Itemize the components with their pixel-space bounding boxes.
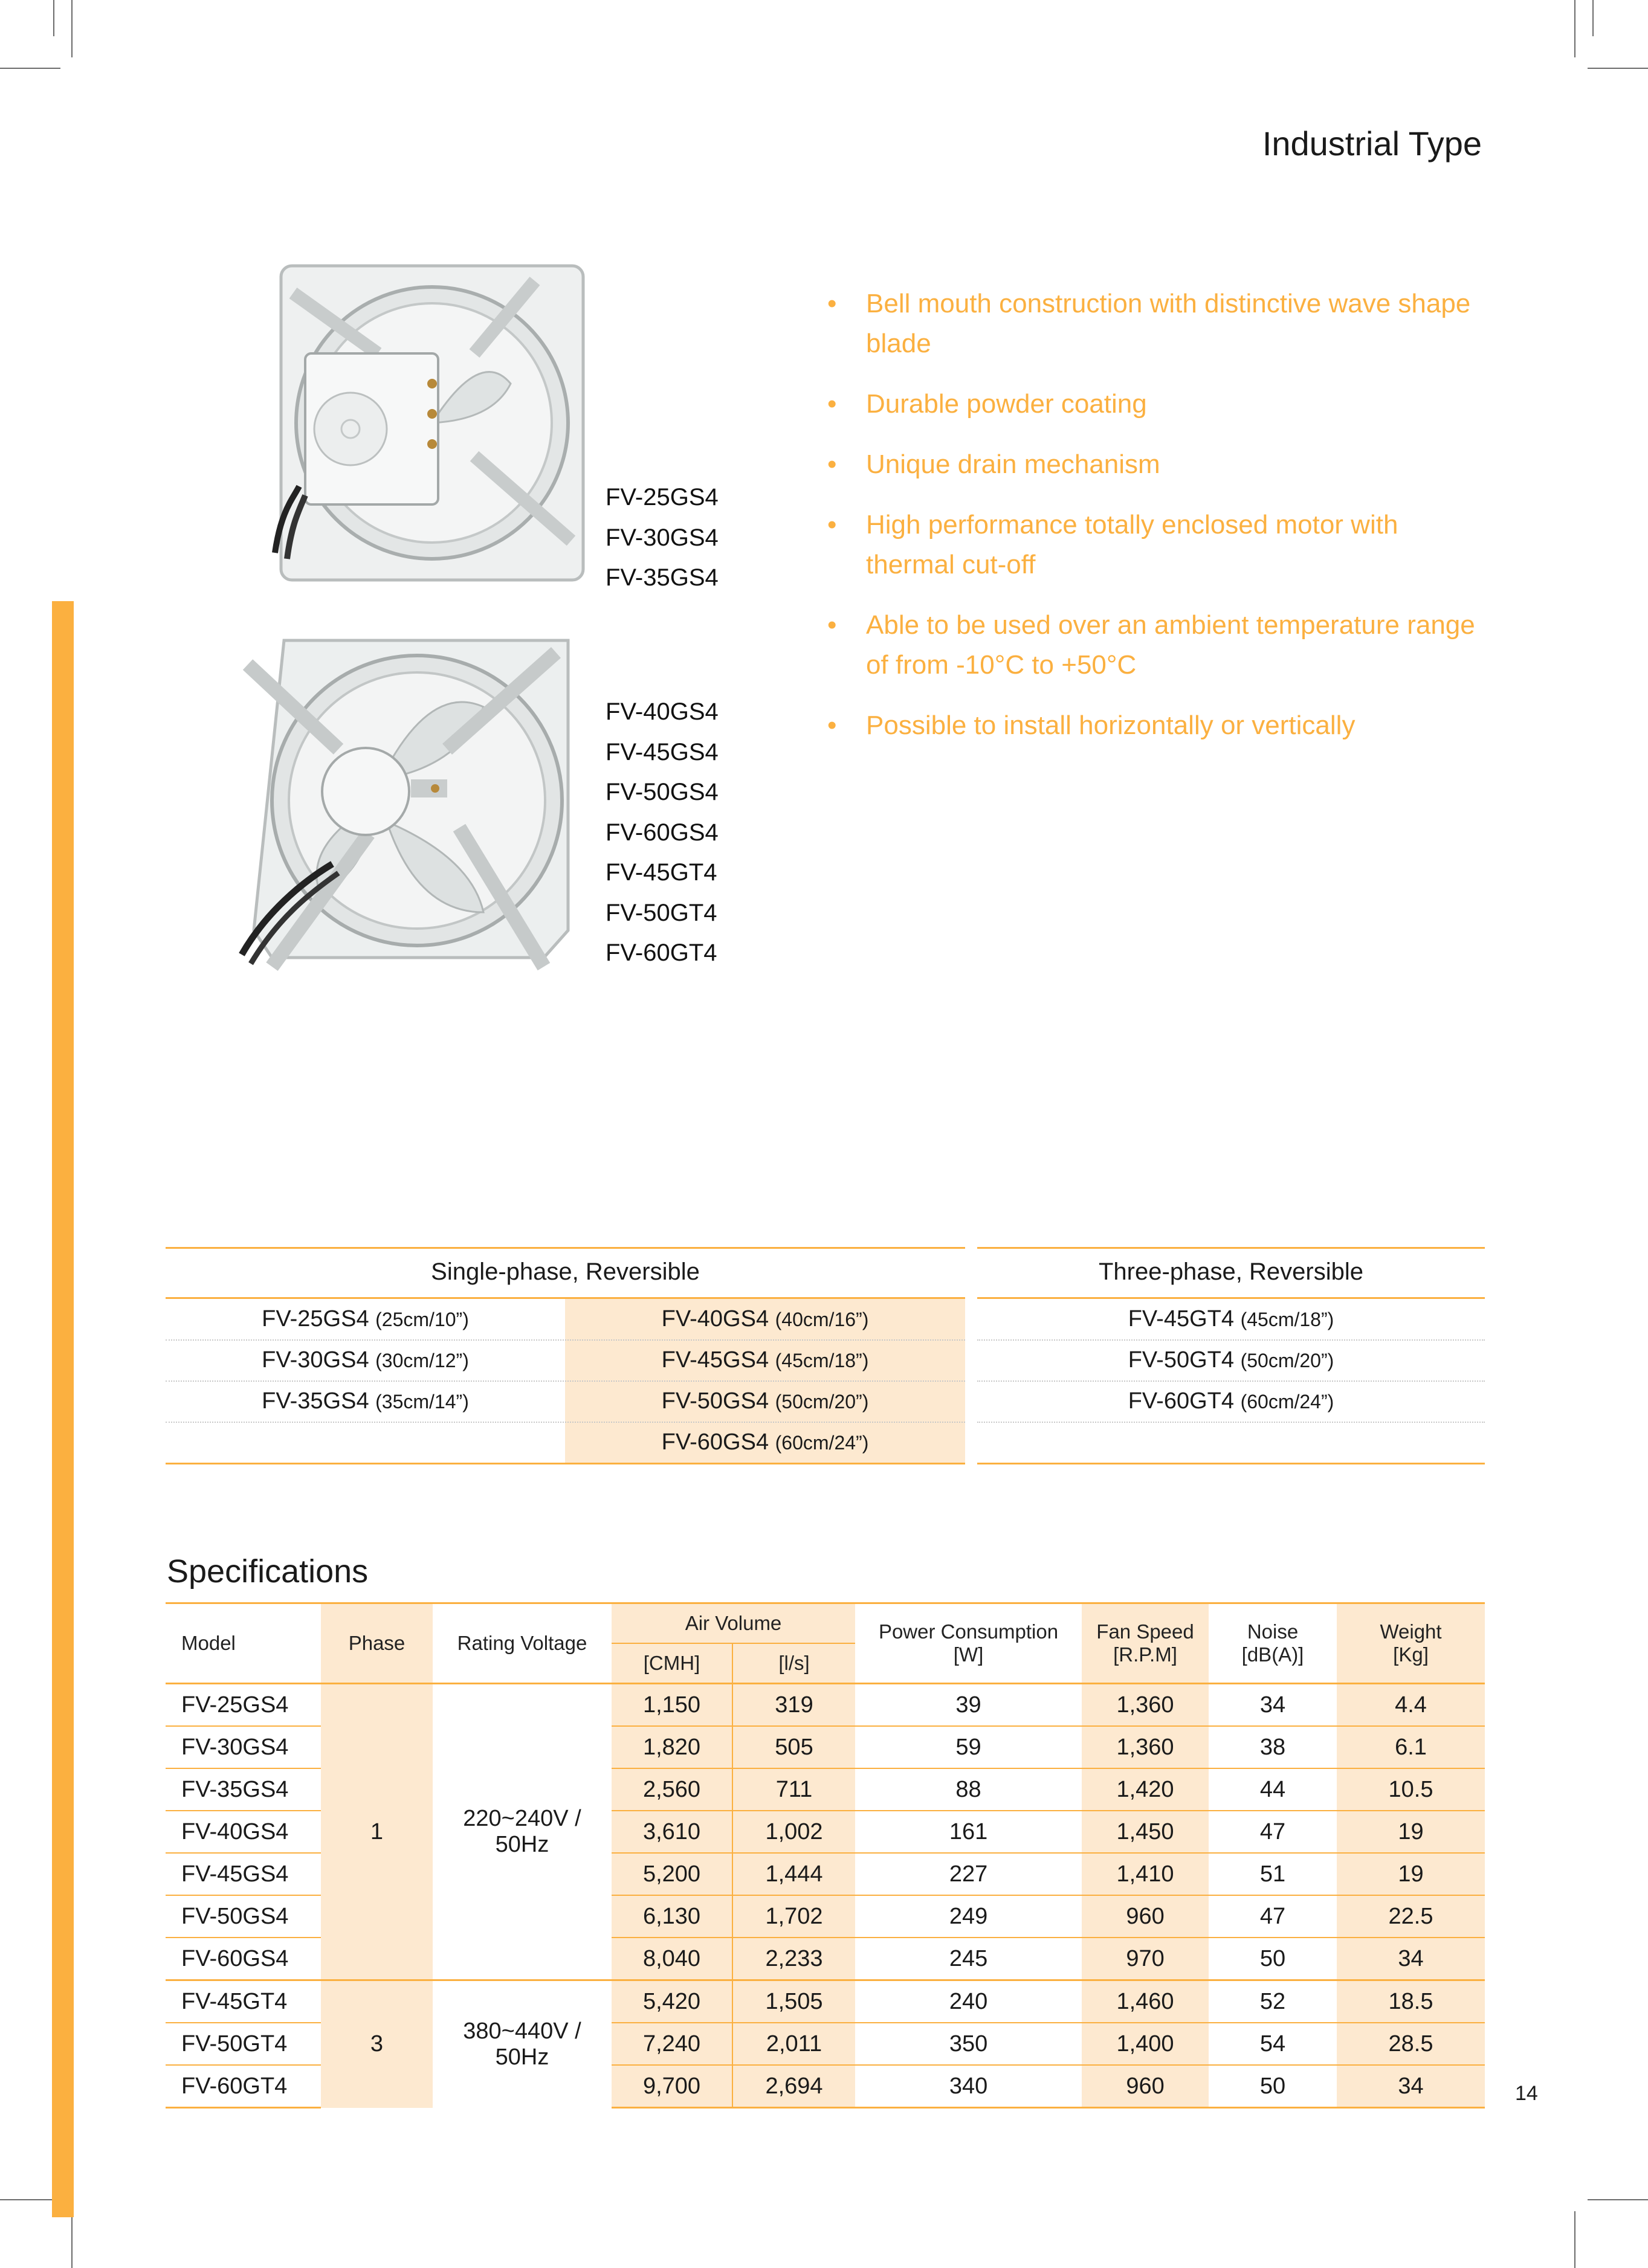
table-row xyxy=(166,1980,1485,2023)
voltage-line: 50Hz xyxy=(495,2044,549,2070)
header-label: Fan Speed xyxy=(1096,1620,1194,1643)
cell-model: FV-50GT4 xyxy=(166,2023,321,2065)
cell-ls: 711 xyxy=(732,1768,855,1811)
cell-weight: 22.5 xyxy=(1337,1895,1485,1938)
header-power-consumption xyxy=(855,1603,1082,1684)
cell-ls: 1,002 xyxy=(732,1811,855,1853)
cell-weight: 18.5 xyxy=(1337,1980,1485,2023)
cell-model: FV-35GS4 xyxy=(166,1768,321,1811)
row-divider xyxy=(977,1422,1485,1423)
model-size: (45cm/18”) xyxy=(1240,1309,1334,1330)
header-ls: [l/s] xyxy=(732,1643,855,1684)
cell-cmh: 8,040 xyxy=(612,1938,732,1980)
model-name: FV-45GT4 xyxy=(1128,1306,1235,1332)
feature-item: • High performance totally enclosed motor with thermal cut-off xyxy=(825,505,1490,585)
cell-fan-speed: 1,450 xyxy=(1082,1811,1209,1853)
cell-weight: 34 xyxy=(1337,1938,1485,1980)
cell-phase: 3 xyxy=(321,1980,433,2108)
cell-fan-speed: 1,420 xyxy=(1082,1768,1209,1811)
cell-ls: 1,444 xyxy=(732,1853,855,1895)
model-name: FV-60GT4 xyxy=(1128,1388,1235,1414)
header-label: Noise xyxy=(1247,1620,1299,1643)
cell-model: FV-60GT4 xyxy=(166,2065,321,2108)
cell-noise: 47 xyxy=(1209,1811,1337,1853)
model-label: FV-25GS4 xyxy=(606,484,719,511)
specifications-heading: Specifications xyxy=(167,1553,369,1590)
cell-model: FV-45GT4 xyxy=(166,1980,321,2023)
cell-cmh: 7,240 xyxy=(612,2023,732,2065)
cell-model: FV-50GS4 xyxy=(166,1895,321,1938)
header-fan-speed xyxy=(1082,1603,1209,1684)
cell-ls: 2,011 xyxy=(732,2023,855,2065)
header-cmh: [CMH] xyxy=(612,1643,732,1684)
single-phase-heading: Single-phase, Reversible xyxy=(431,1258,700,1285)
cell-cmh: 2,560 xyxy=(612,1768,732,1811)
model-label: FV-45GT4 xyxy=(606,859,717,886)
cell-noise: 50 xyxy=(1209,1938,1337,1980)
cell-noise: 54 xyxy=(1209,2023,1337,2065)
header-phase: Phase xyxy=(321,1603,433,1684)
header-unit: [dB(A)] xyxy=(1241,1643,1304,1666)
model-name: FV-50GT4 xyxy=(1128,1347,1235,1373)
cell-ls: 1,505 xyxy=(732,1980,855,2023)
overview-cell xyxy=(977,1299,1485,1339)
cell-cmh: 1,150 xyxy=(612,1684,732,1727)
crop-mark xyxy=(1574,2211,1575,2268)
cell-model: FV-25GS4 xyxy=(166,1684,321,1727)
feature-item: • Able to be used over an ambient temperature range of from -10°C to +50°C xyxy=(825,605,1490,685)
cell-model: FV-30GS4 xyxy=(166,1726,321,1768)
model-size: (50cm/20”) xyxy=(775,1391,869,1413)
header-rating-voltage: Rating Voltage xyxy=(433,1603,612,1684)
cell-weight: 28.5 xyxy=(1337,2023,1485,2065)
page-title: Industrial Type xyxy=(1262,124,1482,163)
crop-mark xyxy=(1592,0,1594,36)
model-name: FV-45GS4 xyxy=(661,1347,769,1373)
accent-sidebar xyxy=(52,601,74,2217)
table-row xyxy=(166,1684,1485,1727)
cell-power: 227 xyxy=(855,1853,1082,1895)
model-name: FV-60GS4 xyxy=(661,1429,769,1455)
model-size: (40cm/16”) xyxy=(775,1309,869,1330)
cell-ls: 2,233 xyxy=(732,1938,855,1980)
model-name: FV-25GS4 xyxy=(262,1306,369,1332)
model-list-large xyxy=(606,692,719,973)
voltage-line: 380~440V / xyxy=(463,2018,581,2044)
model-label: FV-60GT4 xyxy=(606,939,717,966)
cell-model: FV-40GS4 xyxy=(166,1811,321,1853)
model-name: FV-35GS4 xyxy=(262,1388,369,1414)
three-phase-heading: Three-phase, Reversible xyxy=(1099,1258,1363,1285)
table-rule xyxy=(166,1247,965,1249)
cell-noise: 50 xyxy=(1209,2065,1337,2108)
cell-model: FV-60GS4 xyxy=(166,1938,321,1980)
cell-power: 340 xyxy=(855,2065,1082,2108)
cell-fan-speed: 1,360 xyxy=(1082,1684,1209,1727)
model-size: (25cm/10”) xyxy=(375,1309,469,1330)
feature-list xyxy=(825,284,1490,766)
header-weight xyxy=(1337,1603,1485,1684)
cell-noise: 34 xyxy=(1209,1684,1337,1727)
cell-cmh: 9,700 xyxy=(612,2065,732,2108)
cell-noise: 51 xyxy=(1209,1853,1337,1895)
table-rule xyxy=(166,1463,965,1464)
header-noise xyxy=(1209,1603,1337,1684)
model-name: FV-50GS4 xyxy=(661,1388,769,1414)
cell-cmh: 5,420 xyxy=(612,1980,732,2023)
overview-cell xyxy=(565,1422,965,1463)
model-label: FV-60GS4 xyxy=(606,819,719,846)
cell-fan-speed: 970 xyxy=(1082,1938,1209,1980)
overview-cell xyxy=(565,1381,965,1422)
model-label: FV-30GS4 xyxy=(606,524,719,551)
cell-weight: 6.1 xyxy=(1337,1726,1485,1768)
cell-fan-speed: 1,460 xyxy=(1082,1980,1209,2023)
cell-noise: 47 xyxy=(1209,1895,1337,1938)
feature-item: • Durable powder coating xyxy=(825,384,1490,424)
cell-fan-speed: 960 xyxy=(1082,2065,1209,2108)
feature-item: • Possible to install horizontally or vertically xyxy=(825,706,1490,746)
cell-weight: 4.4 xyxy=(1337,1684,1485,1727)
cell-ls: 319 xyxy=(732,1684,855,1727)
cell-fan-speed: 1,400 xyxy=(1082,2023,1209,2065)
model-size: (35cm/14”) xyxy=(375,1391,469,1413)
header-label: Power Consumption xyxy=(878,1620,1059,1643)
crop-mark xyxy=(0,2199,60,2200)
model-size: (45cm/18”) xyxy=(775,1350,869,1371)
model-list-small xyxy=(606,477,719,598)
fan-image-small xyxy=(257,257,595,601)
cell-cmh: 3,610 xyxy=(612,1811,732,1853)
overview-cell xyxy=(166,1340,565,1380)
cell-power: 245 xyxy=(855,1938,1082,1980)
cell-fan-speed: 1,410 xyxy=(1082,1853,1209,1895)
model-size: (60cm/24”) xyxy=(775,1432,869,1454)
overview-cell xyxy=(166,1299,565,1339)
cell-fan-speed: 1,360 xyxy=(1082,1726,1209,1768)
cell-power: 88 xyxy=(855,1768,1082,1811)
cell-rating-voltage xyxy=(433,1980,612,2108)
overview-cell xyxy=(977,1381,1485,1422)
cell-power: 161 xyxy=(855,1811,1082,1853)
fan-image-large xyxy=(230,628,592,979)
table-rule xyxy=(977,1463,1485,1464)
model-size: (50cm/20”) xyxy=(1240,1350,1334,1371)
overview-cell xyxy=(166,1381,565,1422)
model-size: (30cm/12”) xyxy=(375,1350,469,1371)
feature-item: • Bell mouth construction with distinctive wave shape blade xyxy=(825,284,1490,364)
crop-mark xyxy=(1588,68,1648,69)
overview-cell xyxy=(565,1299,965,1339)
cell-power: 350 xyxy=(855,2023,1082,2065)
model-label: FV-45GS4 xyxy=(606,738,719,765)
cell-power: 249 xyxy=(855,1895,1082,1938)
cell-weight: 19 xyxy=(1337,1853,1485,1895)
cell-power: 39 xyxy=(855,1684,1082,1727)
cell-weight: 10.5 xyxy=(1337,1768,1485,1811)
header-unit: [Kg] xyxy=(1393,1643,1429,1666)
cell-cmh: 6,130 xyxy=(612,1895,732,1938)
cell-ls: 2,694 xyxy=(732,2065,855,2108)
voltage-line: 50Hz xyxy=(495,1832,549,1857)
cell-noise: 52 xyxy=(1209,1980,1337,2023)
cell-power: 59 xyxy=(855,1726,1082,1768)
header-label: Weight xyxy=(1380,1620,1442,1643)
cell-phase: 1 xyxy=(321,1684,433,1980)
page-number: 14 xyxy=(1515,2082,1538,2105)
header-air-volume: Air Volume xyxy=(612,1603,855,1644)
cell-rating-voltage xyxy=(433,1684,612,1980)
crop-mark xyxy=(1574,0,1575,57)
feature-item: • Unique drain mechanism xyxy=(825,445,1490,485)
voltage-line: 220~240V / xyxy=(463,1806,581,1831)
overview-cell xyxy=(977,1340,1485,1380)
specifications-table xyxy=(166,1602,1485,2109)
model-size: (60cm/24”) xyxy=(1240,1391,1334,1413)
model-name: FV-30GS4 xyxy=(262,1347,369,1373)
crop-mark xyxy=(0,68,60,69)
crop-mark xyxy=(1588,2199,1648,2200)
cell-weight: 19 xyxy=(1337,1811,1485,1853)
cell-noise: 38 xyxy=(1209,1726,1337,1768)
model-label: FV-40GS4 xyxy=(606,698,719,725)
cell-noise: 44 xyxy=(1209,1768,1337,1811)
cell-ls: 1,702 xyxy=(732,1895,855,1938)
model-label: FV-35GS4 xyxy=(606,564,719,591)
header-unit: [R.P.M] xyxy=(1113,1643,1177,1666)
model-label: FV-50GS4 xyxy=(606,779,719,805)
crop-mark xyxy=(53,0,54,36)
cell-fan-speed: 960 xyxy=(1082,1895,1209,1938)
model-label: FV-50GT4 xyxy=(606,899,717,926)
crop-mark xyxy=(71,0,73,57)
table-rule xyxy=(977,1247,1485,1249)
cell-cmh: 5,200 xyxy=(612,1853,732,1895)
header-model: Model xyxy=(166,1603,321,1684)
cell-model: FV-45GS4 xyxy=(166,1853,321,1895)
overview-cell xyxy=(565,1340,965,1380)
cell-power: 240 xyxy=(855,1980,1082,2023)
cell-ls: 505 xyxy=(732,1726,855,1768)
crop-mark xyxy=(71,2211,73,2268)
model-name: FV-40GS4 xyxy=(661,1306,769,1332)
cell-cmh: 1,820 xyxy=(612,1726,732,1768)
header-unit: [W] xyxy=(953,1643,984,1666)
cell-weight: 34 xyxy=(1337,2065,1485,2108)
